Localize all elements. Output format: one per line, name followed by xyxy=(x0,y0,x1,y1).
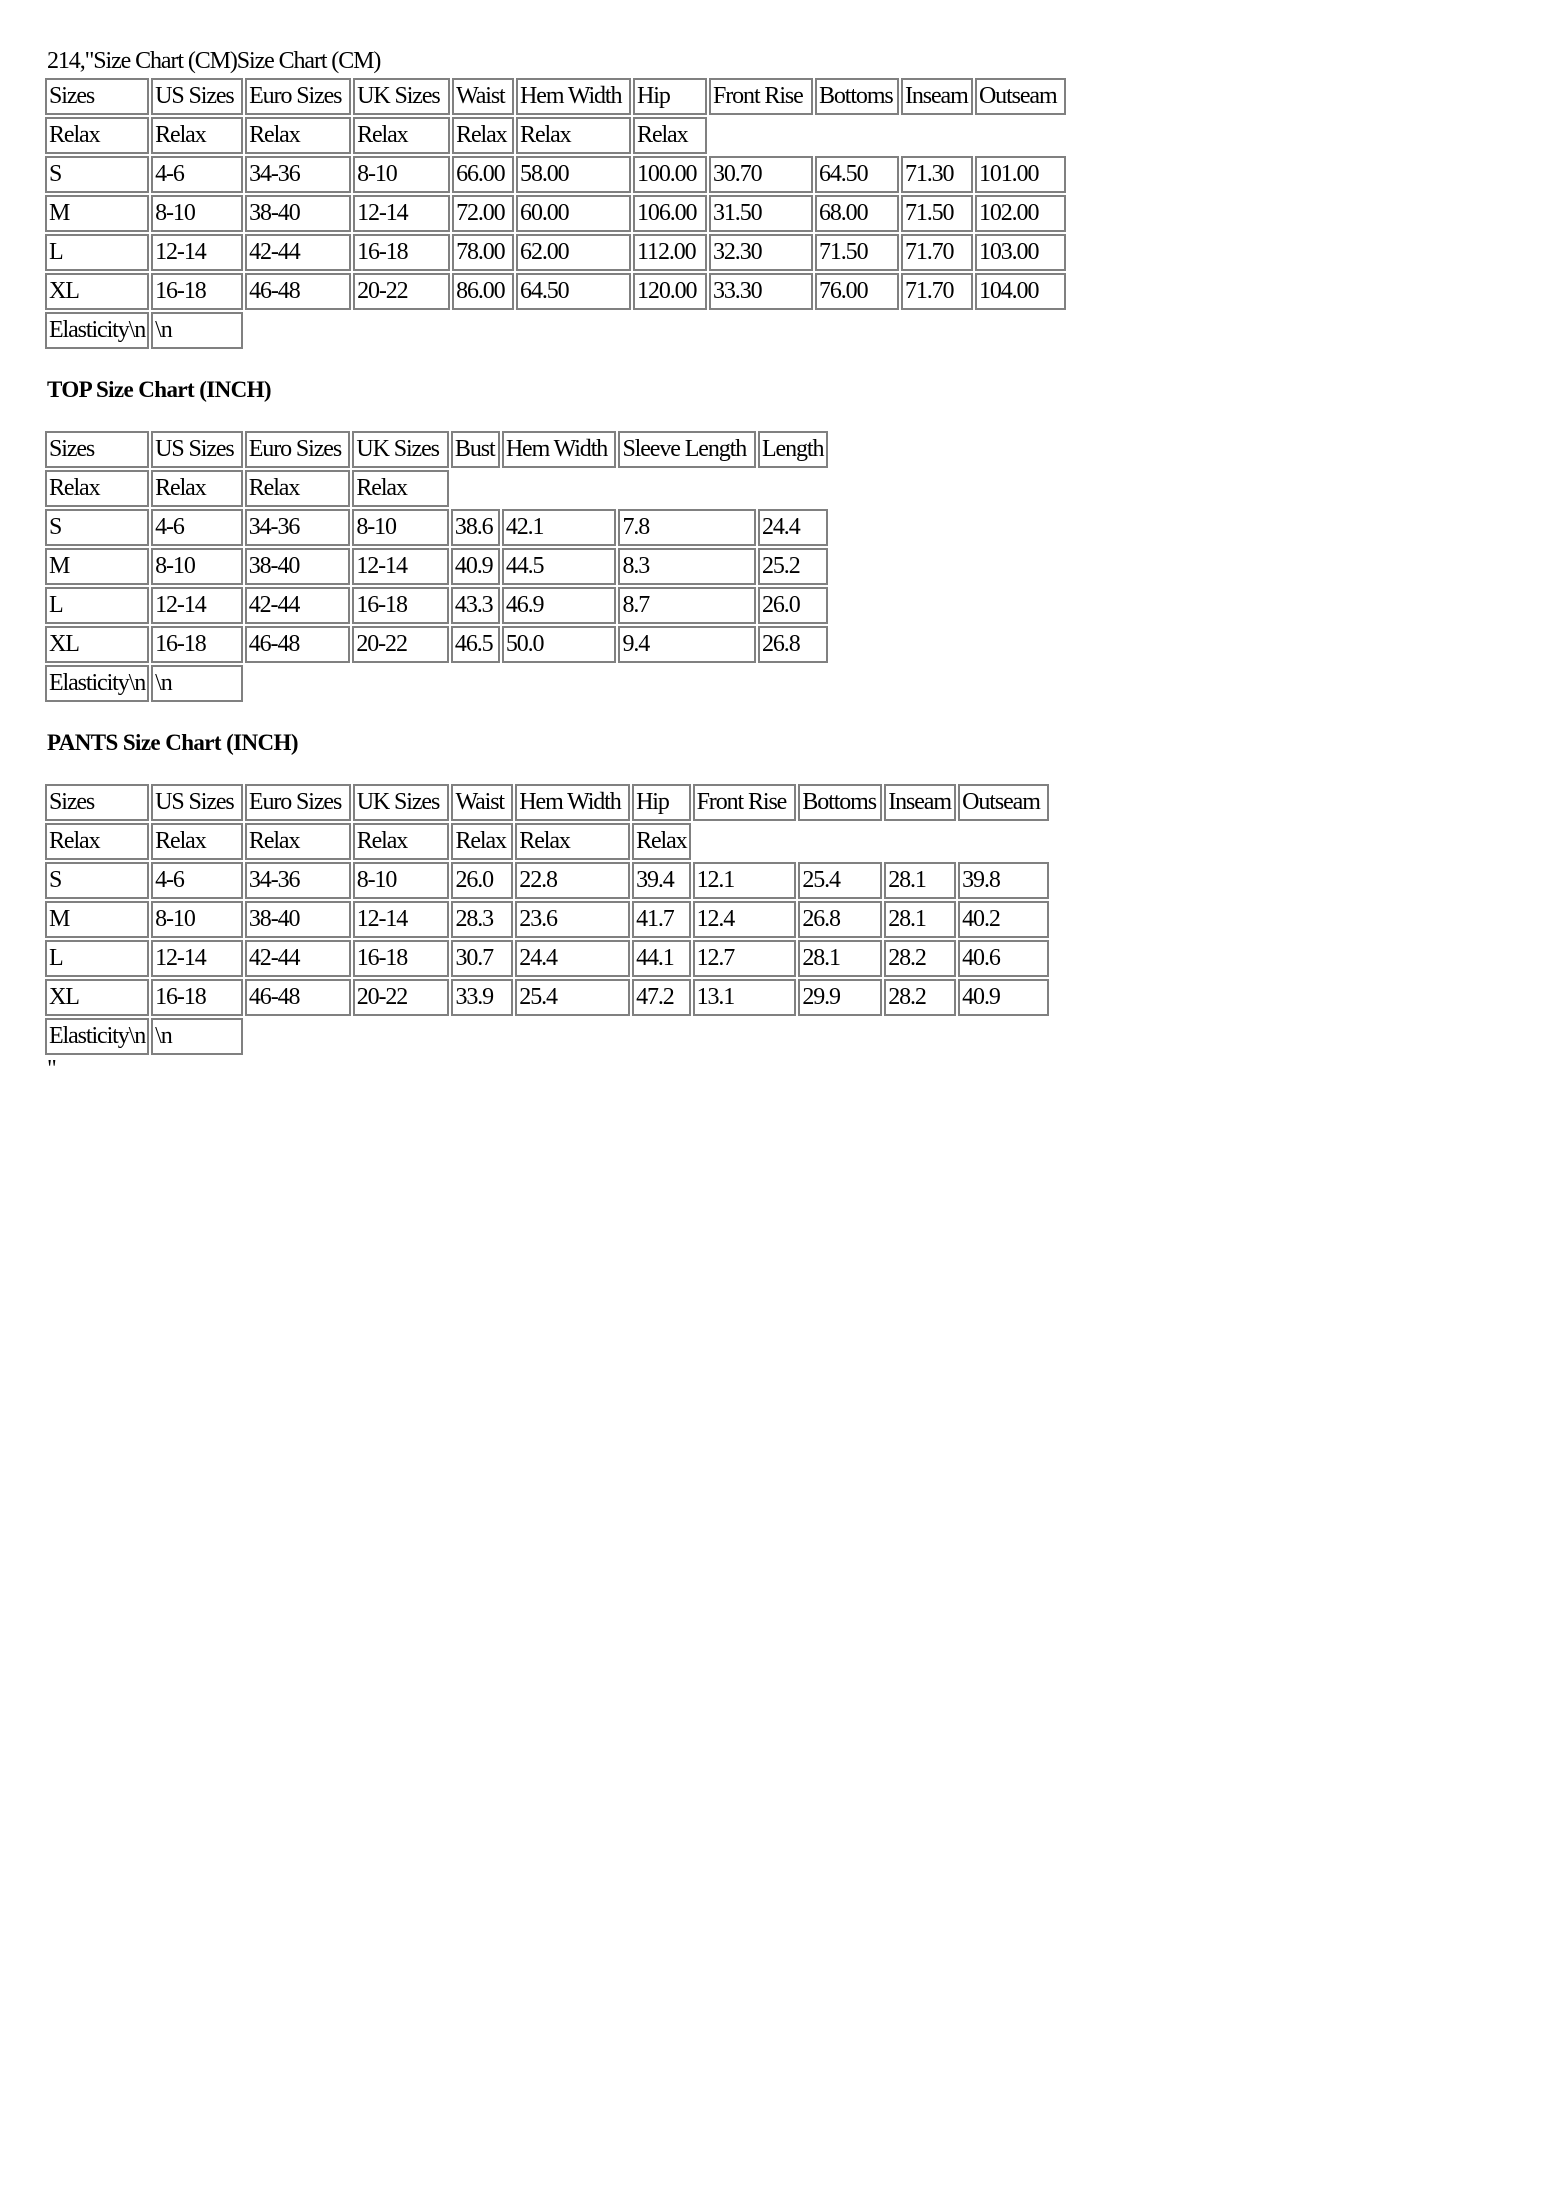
table-cell: 25.2 xyxy=(758,548,828,585)
relax-row xyxy=(45,117,1066,154)
table-header-row xyxy=(45,784,1049,821)
table-cell: 8.3 xyxy=(618,548,756,585)
table-cell: 44.1 xyxy=(632,940,690,977)
table-cell: 43.3 xyxy=(451,587,500,624)
empty-cell xyxy=(245,1018,1049,1055)
table-cell: 28.1 xyxy=(884,862,956,899)
relax-cell: Relax xyxy=(353,117,450,154)
header-cell: Front Rise xyxy=(709,78,813,115)
header-cell: US Sizes xyxy=(151,431,243,468)
table-cell: XL xyxy=(45,273,149,310)
table-cell: 44.5 xyxy=(502,548,617,585)
table-cell: 86.00 xyxy=(452,273,514,310)
table-header-row xyxy=(45,431,828,468)
relax-cell: Relax xyxy=(151,117,243,154)
header-cell: UK Sizes xyxy=(353,78,450,115)
table-cell: XL xyxy=(45,979,149,1016)
table-cell: 42-44 xyxy=(245,587,351,624)
empty-cell xyxy=(451,470,828,507)
table-row xyxy=(45,273,1066,310)
table-cell: 40.9 xyxy=(451,548,500,585)
table-cell: 47.2 xyxy=(632,979,690,1016)
table-cell: 8-10 xyxy=(151,548,243,585)
table-cell: 28.1 xyxy=(884,901,956,938)
header-cell: Hem Width xyxy=(516,78,631,115)
table-cell: M xyxy=(45,195,149,232)
table-cell: 42-44 xyxy=(245,234,351,271)
table-cell: 78.00 xyxy=(452,234,514,271)
table-cell: 33.30 xyxy=(709,273,813,310)
table-cell: 30.70 xyxy=(709,156,813,193)
header-cell: US Sizes xyxy=(151,78,243,115)
table-cell: 112.00 xyxy=(633,234,707,271)
table-cell: 4-6 xyxy=(151,862,243,899)
table-cell: 33.9 xyxy=(451,979,513,1016)
table-row xyxy=(45,901,1049,938)
table-cell: 58.00 xyxy=(516,156,631,193)
table-cell: 46-48 xyxy=(245,626,351,663)
relax-cell: Relax xyxy=(245,823,351,860)
table-row xyxy=(45,156,1066,193)
table-cell: 26.0 xyxy=(758,587,828,624)
relax-cell: Relax xyxy=(151,470,243,507)
elasticity-row xyxy=(45,665,828,702)
table-row xyxy=(45,234,1066,271)
table-cell: 29.9 xyxy=(798,979,882,1016)
table-cell: 12.4 xyxy=(693,901,797,938)
table-cell: 101.00 xyxy=(975,156,1066,193)
table-cell: 20-22 xyxy=(353,979,450,1016)
table-cell: 22.8 xyxy=(515,862,630,899)
table-cell: XL xyxy=(45,626,149,663)
relax-cell: Relax xyxy=(45,117,149,154)
table-cell: 9.4 xyxy=(618,626,756,663)
pants-chart-heading: PANTS Size Chart (INCH) xyxy=(47,730,298,755)
table-cell: 120.00 xyxy=(633,273,707,310)
table-cell: 71.70 xyxy=(901,234,973,271)
table-cell: 106.00 xyxy=(633,195,707,232)
table-row xyxy=(45,548,828,585)
table-cell: M xyxy=(45,901,149,938)
table-row xyxy=(45,940,1049,977)
elasticity-label: Elasticity\n xyxy=(45,312,149,349)
header-cell: Waist xyxy=(452,78,514,115)
table-cell: S xyxy=(45,509,149,546)
table-cell: 103.00 xyxy=(975,234,1066,271)
table-cell: 12-14 xyxy=(353,901,450,938)
table-cell: 16-18 xyxy=(151,273,243,310)
table-cell: 8-10 xyxy=(352,509,449,546)
elasticity-row xyxy=(45,312,1066,349)
relax-cell: Relax xyxy=(352,470,449,507)
top-size-table xyxy=(43,429,830,704)
table-cell: 26.8 xyxy=(798,901,882,938)
header-cell: UK Sizes xyxy=(352,431,449,468)
elasticity-value: \n xyxy=(151,312,243,349)
table-row xyxy=(45,509,828,546)
header-cell: Euro Sizes xyxy=(245,78,351,115)
table-cell: 38-40 xyxy=(245,548,351,585)
table-cell: 76.00 xyxy=(815,273,899,310)
table-cell: 20-22 xyxy=(352,626,449,663)
table-cell: S xyxy=(45,156,149,193)
table-cell: 71.50 xyxy=(815,234,899,271)
table-cell: 32.30 xyxy=(709,234,813,271)
table-cell: 102.00 xyxy=(975,195,1066,232)
relax-cell: Relax xyxy=(151,823,243,860)
header-cell: Sleeve Length xyxy=(618,431,756,468)
header-cell: Bottoms xyxy=(798,784,882,821)
table-cell: 71.70 xyxy=(901,273,973,310)
header-cell: Outseam xyxy=(958,784,1049,821)
table-cell: 34-36 xyxy=(245,156,351,193)
table-cell: 46-48 xyxy=(245,979,351,1016)
table-cell: 28.1 xyxy=(798,940,882,977)
document-page xyxy=(47,46,1507,1081)
table-cell: S xyxy=(45,862,149,899)
header-cell: Sizes xyxy=(45,78,149,115)
header-cell: Front Rise xyxy=(693,784,797,821)
header-cell: Euro Sizes xyxy=(245,431,351,468)
relax-row xyxy=(45,470,828,507)
header-cell: Inseam xyxy=(901,78,973,115)
table-cell: 8-10 xyxy=(151,901,243,938)
table-cell: 25.4 xyxy=(798,862,882,899)
table-cell: 7.8 xyxy=(618,509,756,546)
header-cell: US Sizes xyxy=(151,784,243,821)
table-cell: 66.00 xyxy=(452,156,514,193)
empty-cell xyxy=(245,665,828,702)
header-cell: Waist xyxy=(451,784,513,821)
table-cell: 12.1 xyxy=(693,862,797,899)
table-cell: 12-14 xyxy=(352,548,449,585)
table-cell: 46.5 xyxy=(451,626,500,663)
elasticity-label: Elasticity\n xyxy=(45,1018,149,1055)
table-cell: 12.7 xyxy=(693,940,797,977)
header-cell: Sizes xyxy=(45,784,149,821)
table-cell: 26.8 xyxy=(758,626,828,663)
table-cell: 41.7 xyxy=(632,901,690,938)
table-cell: 38.6 xyxy=(451,509,500,546)
table-cell: 12-14 xyxy=(353,195,450,232)
relax-cell: Relax xyxy=(245,470,351,507)
table-cell: 30.7 xyxy=(451,940,513,977)
relax-row xyxy=(45,823,1049,860)
elasticity-row xyxy=(45,1018,1049,1055)
table-cell: 64.50 xyxy=(516,273,631,310)
pants-size-table xyxy=(43,782,1051,1057)
table-cell: 28.3 xyxy=(451,901,513,938)
table-cell: 104.00 xyxy=(975,273,1066,310)
header-cell: Bottoms xyxy=(815,78,899,115)
intro-text: 214,"Size Chart (CM)Size Chart (CM) xyxy=(47,48,381,74)
header-cell: Outseam xyxy=(975,78,1066,115)
table-cell: 40.9 xyxy=(958,979,1049,1016)
relax-cell: Relax xyxy=(45,823,149,860)
table-cell: 34-36 xyxy=(245,862,351,899)
table-cell: 16-18 xyxy=(151,626,243,663)
relax-cell: Relax xyxy=(632,823,690,860)
table-cell: 8-10 xyxy=(151,195,243,232)
header-cell: Euro Sizes xyxy=(245,784,351,821)
relax-cell: Relax xyxy=(353,823,450,860)
table-cell: 8-10 xyxy=(353,156,450,193)
table-cell: 26.0 xyxy=(451,862,513,899)
header-cell: UK Sizes xyxy=(353,784,450,821)
table-cell: 42.1 xyxy=(502,509,617,546)
closing-quote: " xyxy=(47,1056,56,1082)
table-cell: 42-44 xyxy=(245,940,351,977)
table-cell: 60.00 xyxy=(516,195,631,232)
header-cell: Hip xyxy=(633,78,707,115)
table-cell: 20-22 xyxy=(353,273,450,310)
table-cell: 23.6 xyxy=(515,901,630,938)
table-cell: L xyxy=(45,234,149,271)
header-cell: Sizes xyxy=(45,431,149,468)
table-row xyxy=(45,979,1049,1016)
table-row xyxy=(45,862,1049,899)
empty-cell xyxy=(709,117,1066,154)
table-cell: L xyxy=(45,587,149,624)
table-cell: 28.2 xyxy=(884,979,956,1016)
top-chart-heading: TOP Size Chart (INCH) xyxy=(47,377,271,402)
elasticity-label: Elasticity\n xyxy=(45,665,149,702)
table-cell: 31.50 xyxy=(709,195,813,232)
table-cell: 100.00 xyxy=(633,156,707,193)
table-cell: 24.4 xyxy=(515,940,630,977)
table-cell: 38-40 xyxy=(245,195,351,232)
relax-cell: Relax xyxy=(45,470,149,507)
table-cell: 39.8 xyxy=(958,862,1049,899)
header-cell: Length xyxy=(758,431,828,468)
table-cell: 28.2 xyxy=(884,940,956,977)
table-header-row xyxy=(45,78,1066,115)
table-cell: 16-18 xyxy=(353,940,450,977)
header-cell: Hem Width xyxy=(502,431,617,468)
table-cell: 40.2 xyxy=(958,901,1049,938)
table-cell: 38-40 xyxy=(245,901,351,938)
table-cell: 12-14 xyxy=(151,234,243,271)
table-cell: 4-6 xyxy=(151,509,243,546)
table-cell: 71.30 xyxy=(901,156,973,193)
table-cell: 16-18 xyxy=(353,234,450,271)
table-row xyxy=(45,626,828,663)
relax-cell: Relax xyxy=(452,117,514,154)
table-cell: L xyxy=(45,940,149,977)
table-cell: 12-14 xyxy=(151,587,243,624)
table-cell: 13.1 xyxy=(693,979,797,1016)
table-cell: 12-14 xyxy=(151,940,243,977)
relax-cell: Relax xyxy=(515,823,630,860)
table-cell: M xyxy=(45,548,149,585)
elasticity-value: \n xyxy=(151,665,243,702)
table-cell: 25.4 xyxy=(515,979,630,1016)
table-cell: 40.6 xyxy=(958,940,1049,977)
header-cell: Bust xyxy=(451,431,500,468)
table-cell: 68.00 xyxy=(815,195,899,232)
table-cell: 72.00 xyxy=(452,195,514,232)
table-cell: 24.4 xyxy=(758,509,828,546)
table-row xyxy=(45,195,1066,232)
relax-cell: Relax xyxy=(451,823,513,860)
table-cell: 62.00 xyxy=(516,234,631,271)
table-cell: 16-18 xyxy=(352,587,449,624)
relax-cell: Relax xyxy=(245,117,351,154)
elasticity-value: \n xyxy=(151,1018,243,1055)
cm-size-table xyxy=(43,76,1068,351)
table-cell: 46.9 xyxy=(502,587,617,624)
header-cell: Inseam xyxy=(884,784,956,821)
table-cell: 39.4 xyxy=(632,862,690,899)
relax-cell: Relax xyxy=(633,117,707,154)
table-cell: 16-18 xyxy=(151,979,243,1016)
table-cell: 64.50 xyxy=(815,156,899,193)
header-cell: Hem Width xyxy=(515,784,630,821)
table-cell: 4-6 xyxy=(151,156,243,193)
table-cell: 34-36 xyxy=(245,509,351,546)
table-cell: 46-48 xyxy=(245,273,351,310)
table-cell: 8-10 xyxy=(353,862,450,899)
table-cell: 71.50 xyxy=(901,195,973,232)
relax-cell: Relax xyxy=(516,117,631,154)
table-cell: 8.7 xyxy=(618,587,756,624)
header-cell: Hip xyxy=(632,784,690,821)
table-row xyxy=(45,587,828,624)
empty-cell xyxy=(693,823,1049,860)
table-cell: 50.0 xyxy=(502,626,617,663)
empty-cell xyxy=(245,312,1066,349)
